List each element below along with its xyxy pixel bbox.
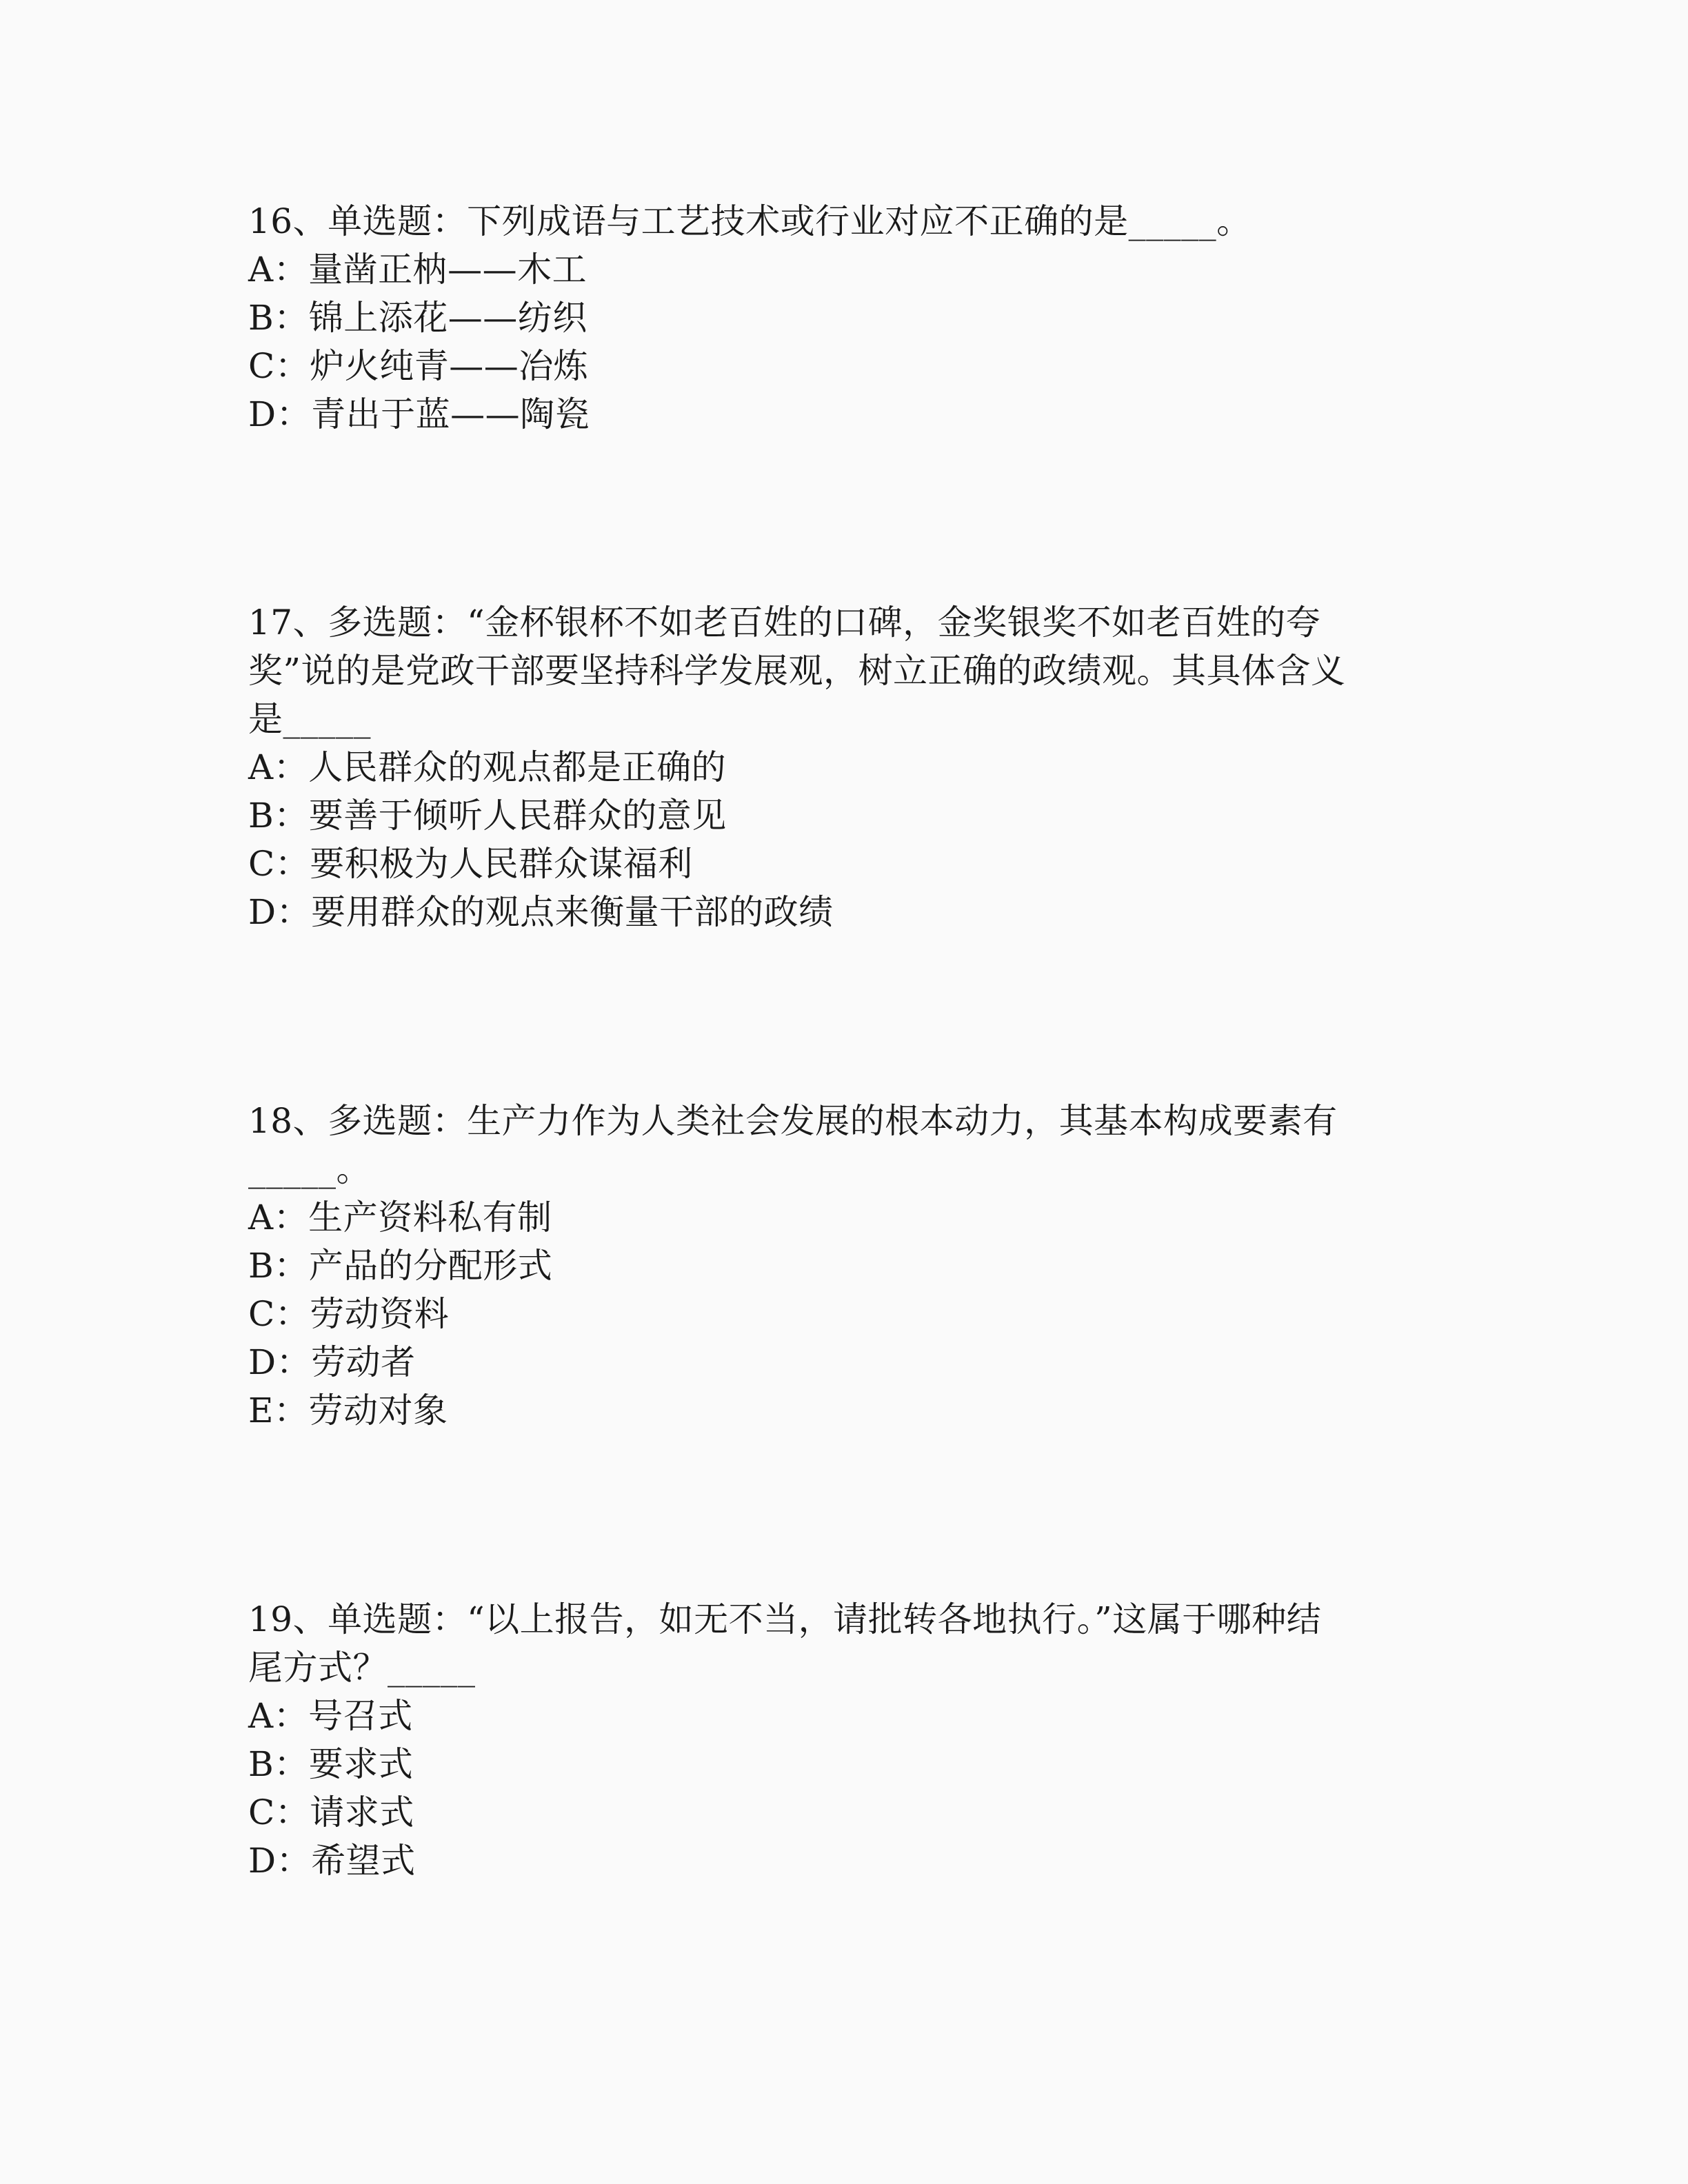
option-b: B：要求式: [248, 1744, 414, 1784]
option-a: A：生产资料私有制: [248, 1197, 552, 1237]
option-d: D：要用群众的观点来衡量干部的政绩: [248, 892, 834, 932]
option-b: B：要善于倾听人民群众的意见: [248, 796, 727, 836]
option-a: A：号召式: [248, 1696, 413, 1736]
question-stem: 16、单选题：下列成语与工艺技术或行业对应不正确的是_____。: [248, 201, 1252, 241]
question-stem: 17、多选题：“金杯银杯不如老百姓的口碑，金奖银奖不如老百姓的夸: [248, 603, 1321, 643]
question-17: [248, 598, 1448, 936]
question-stem: _____。: [248, 1149, 371, 1189]
option-a: A：量凿正枘——木工: [248, 250, 587, 290]
option-d: D：青出于蓝——陶瓷: [248, 394, 590, 434]
question-19: [248, 1595, 1448, 1885]
option-c: C：炉火纯青——冶炼: [248, 346, 589, 386]
option-a: A：人民群众的观点都是正确的: [248, 747, 727, 787]
question-stem: 尾方式？_____: [248, 1648, 476, 1688]
option-d: D：希望式: [248, 1841, 416, 1881]
question-18: [248, 1097, 1448, 1435]
option-c: C：请求式: [248, 1792, 414, 1832]
question-stem: 19、单选题：“以上报告，如无不当，请批转各地执行。”这属于哪种结: [248, 1599, 1322, 1639]
question-stem: 是_____: [248, 699, 371, 739]
option-b: B：产品的分配形式: [248, 1246, 553, 1286]
option-d: D：劳动者: [248, 1342, 416, 1382]
option-e: E：劳动对象: [248, 1391, 448, 1430]
question-stem: 18、多选题：生产力作为人类社会发展的根本动力，其基本构成要素有: [248, 1101, 1338, 1141]
option-c: C：劳动资料: [248, 1294, 450, 1334]
question-16: [248, 197, 1448, 438]
option-b: B：锦上添花——纺织: [248, 298, 587, 338]
question-stem: 奖”说的是党政干部要坚持科学发展观，树立正确的政绩观。其具体含义: [248, 651, 1346, 691]
option-c: C：要积极为人民群众谋福利: [248, 844, 693, 884]
